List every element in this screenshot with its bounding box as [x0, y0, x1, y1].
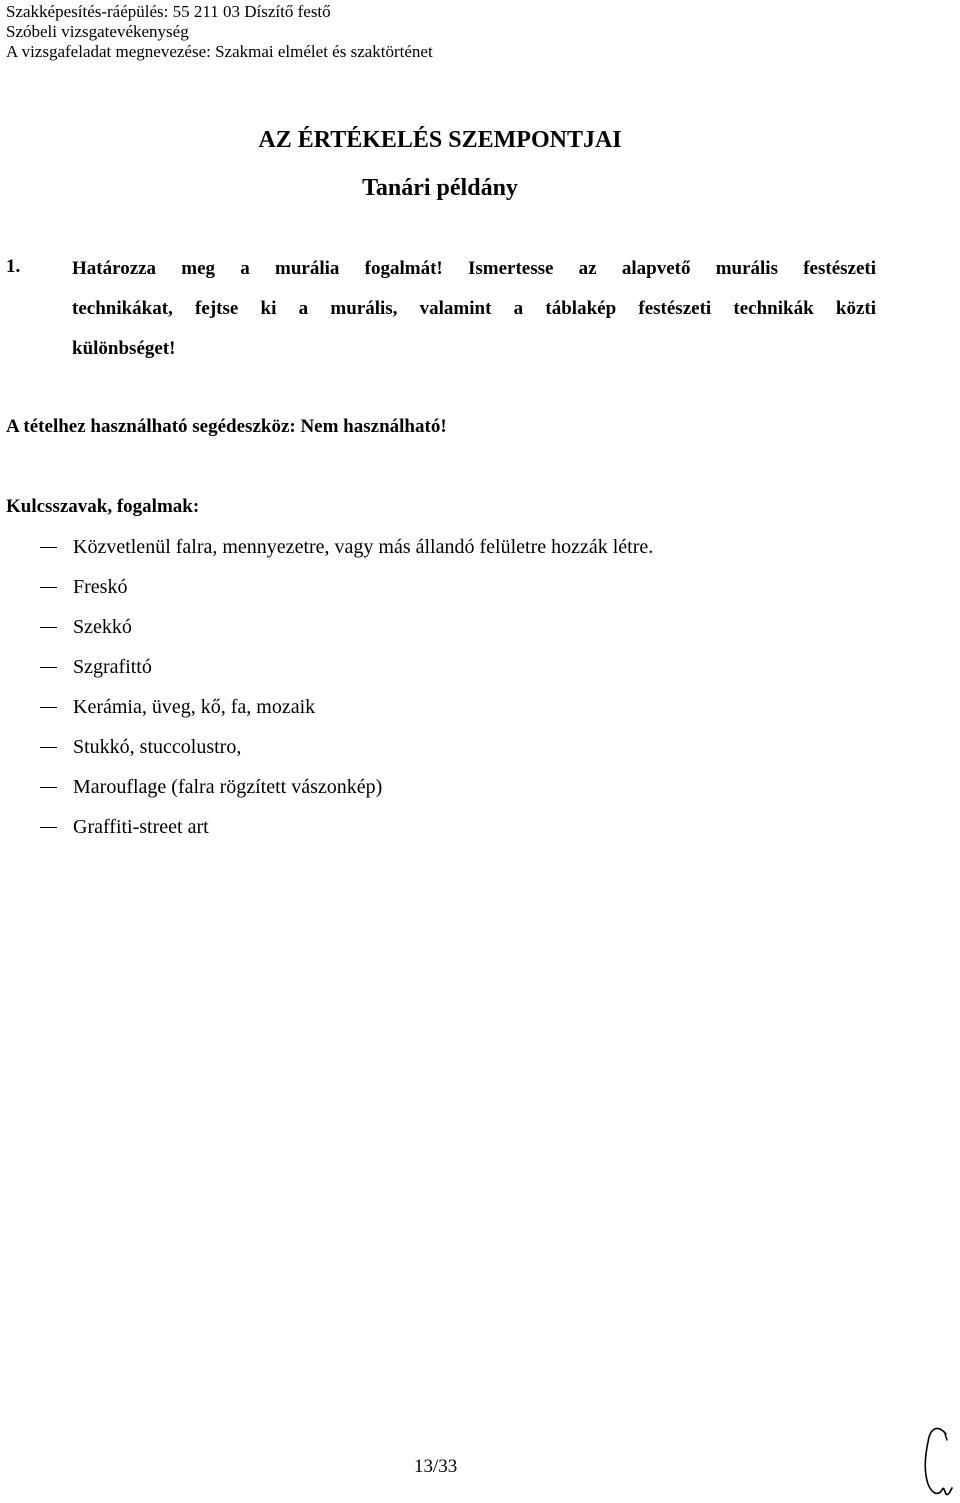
keyword-text: Freskó [73, 576, 128, 598]
dash-bullet [40, 587, 57, 588]
question-line: technikákat, fejtse ki a murális, valamint a táblakép festészeti technikák közti [72, 298, 876, 319]
keyword-text: Marouflage (falra rögzített vászonkép) [73, 776, 383, 798]
keywords-heading: Kulcsszavak, fogalmak: [6, 496, 200, 517]
keyword-text: Szgrafittó [73, 656, 152, 678]
dash-bullet [40, 667, 57, 668]
keyword-text: Graffiti-street art [73, 816, 209, 838]
question-line: Határozza meg a murália fogalmát! Ismertesse az alapvető murális festészeti [72, 258, 876, 279]
keyword-text: Közvetlenül falra, mennyezetre, vagy más állandó felületre hozzák létre. [73, 536, 654, 558]
dash-bullet [40, 627, 57, 628]
dash-bullet [40, 547, 57, 548]
keyword-text: Kerámia, üveg, kő, fa, mozaik [73, 696, 316, 718]
dash-bullet [40, 787, 57, 788]
handwritten-signature [916, 1420, 956, 1500]
page-number: 13/33 [414, 1456, 458, 1477]
dash-bullet [40, 747, 57, 748]
document-title: AZ ÉRTÉKELÉS SZEMPONTJAI [258, 127, 622, 153]
document-subtitle: Tanári példány [362, 175, 518, 201]
dash-bullet [40, 827, 57, 828]
keyword-text: Stukkó, stuccolustro, [73, 736, 242, 758]
question-number: 1. [6, 256, 21, 277]
header-exam-type: Szóbeli vizsgatevékenység [6, 22, 189, 41]
question-line: különbséget! [72, 338, 176, 359]
aid-statement: A tételhez használható segédeszköz: Nem használható! [6, 416, 447, 437]
keyword-text: Szekkó [73, 616, 132, 638]
dash-bullet [40, 707, 57, 708]
header-qualification: Szakképesítés-ráépülés: 55 211 03 Díszítő festő [6, 2, 331, 21]
header-task-name: A vizsgafeladat megnevezése: Szakmai elmélet és szaktörténet [6, 42, 433, 61]
question-text [72, 249, 876, 369]
